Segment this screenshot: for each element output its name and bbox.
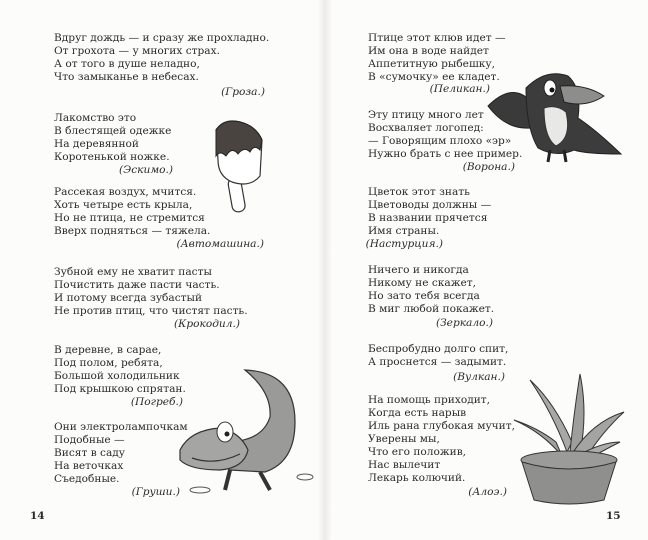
riddle-line: В названии прячется — [368, 212, 488, 224]
riddle-line: Но зато тебя всегда — [368, 290, 480, 302]
riddle-4 — [368, 264, 494, 316]
riddle-line: Восхваляет логопед: — [368, 122, 484, 134]
riddle-line: — Говорящим плохо «эр» — [368, 135, 512, 147]
riddle-line: В деревне, в сарае, — [54, 344, 162, 356]
riddle-4 — [54, 266, 248, 318]
riddle-line: Под крышкою спрятан. — [54, 383, 186, 395]
riddle-line: Рассекая воздух, мчится. — [54, 186, 197, 198]
crocodile-illustration — [170, 362, 320, 502]
riddle-line: Лекарь колючий. — [368, 472, 466, 484]
riddle-line: На помощь приходит, — [368, 394, 491, 406]
riddle-line: Уверены мы, — [368, 433, 440, 445]
riddle-line: Иль рана глубокая мучит, — [368, 420, 515, 432]
riddle-line: Аппетитную рыбешку, — [368, 58, 496, 70]
riddle-answer: (Настурция.) — [365, 238, 443, 250]
riddle-2 — [54, 112, 171, 164]
riddle-line: Почистить даже пасти часть. — [54, 279, 220, 291]
riddle-line: Что замыканье в небесах. — [54, 71, 199, 83]
riddle-6 — [368, 394, 515, 485]
riddle-line: В миг любой покажет. — [368, 303, 495, 315]
crow-illustration — [486, 58, 626, 170]
riddle-answer: (Ворона.) — [462, 161, 515, 173]
riddle-line: Зубной ему не хватит пасты — [54, 266, 212, 278]
riddle-answer: (Зеркало.) — [435, 317, 493, 329]
riddle-line: Им она в воде найдет — [368, 45, 489, 57]
riddle-line: Нас вылечит — [368, 459, 441, 471]
riddle-line: Никому не скажет, — [368, 277, 476, 289]
riddle-answer: (Автомашина.) — [176, 238, 264, 250]
riddle-line: Коротенькой ножке. — [54, 151, 170, 163]
riddle-line: На веточках — [54, 460, 124, 472]
riddle-3 — [368, 186, 491, 238]
riddle-line: Лакомство это — [54, 112, 137, 124]
riddle-answer: (Гроза.) — [221, 86, 265, 98]
riddle-line: Они электролампочкам — [54, 421, 188, 433]
riddle-line: Большой холодильник — [54, 370, 180, 382]
riddle-line: В блестящей одежке — [54, 125, 172, 137]
riddle-line: Когда есть нарыв — [368, 407, 467, 419]
riddle-5 — [368, 343, 508, 369]
riddle-answer: (Погреб.) — [130, 396, 183, 408]
page-number-left: 14 — [30, 510, 45, 522]
riddle-line: Хоть четыре есть крыла, — [54, 199, 193, 211]
riddle-line: На деревянной — [54, 138, 139, 150]
riddle-line: И потому всегда зубастый — [54, 292, 203, 304]
riddle-line: Под полом, ребята, — [54, 357, 163, 369]
riddle-line: Вверх подняться — тяжела. — [54, 225, 211, 237]
riddle-3 — [54, 186, 210, 238]
riddle-line: Съедобные. — [54, 473, 120, 485]
riddle-line: Но не птица, не стремится — [54, 212, 205, 224]
aloe-plant-illustration — [512, 372, 627, 507]
riddle-line: Цветок этот знать — [368, 186, 470, 198]
riddle-answer: (Вулкан.) — [453, 371, 505, 383]
riddle-5 — [54, 344, 186, 396]
book-gutter — [318, 0, 332, 540]
riddle-1 — [54, 32, 269, 84]
riddle-line: Птице этот клюв идет — — [368, 32, 506, 44]
riddle-answer: (Эскимо.) — [119, 164, 173, 176]
riddle-line: Что его положив, — [368, 446, 467, 458]
riddle-line: Имя страны. — [368, 225, 440, 237]
ice-cream-illustration — [210, 116, 270, 216]
riddle-line: А проснется — задымит. — [368, 356, 507, 368]
riddle-line: А от того в душе неладно, — [54, 58, 200, 70]
riddle-answer: (Крокодил.) — [174, 318, 240, 330]
riddle-line: Эту птицу много лет — [368, 109, 484, 121]
riddle-line: Нужно брать с нее пример. — [368, 148, 523, 160]
riddle-line: Висят в саду — [54, 447, 126, 459]
riddle-line: Цветоводы должны — — [368, 199, 492, 211]
riddle-line: Ничего и никогда — [368, 264, 469, 276]
riddle-answer: (Алоэ.) — [468, 486, 507, 498]
page-number-right: 15 — [606, 510, 621, 522]
riddle-line: Подобные — — [54, 434, 125, 446]
riddle-answer: (Пеликан.) — [429, 83, 490, 95]
riddle-1 — [368, 32, 506, 84]
riddle-line: В «сумочку» ее кладет. — [368, 71, 500, 83]
riddle-answer: (Груши.) — [131, 486, 180, 498]
riddle-line: Вдруг дождь — и сразу же прохладно. — [54, 32, 270, 44]
riddle-6 — [54, 421, 188, 486]
riddle-line: Беспробудно долго спит, — [368, 343, 509, 355]
riddle-line: Не против птиц, что чистят пасть. — [54, 305, 248, 317]
riddle-line: От грохота — у многих страх. — [54, 45, 220, 57]
